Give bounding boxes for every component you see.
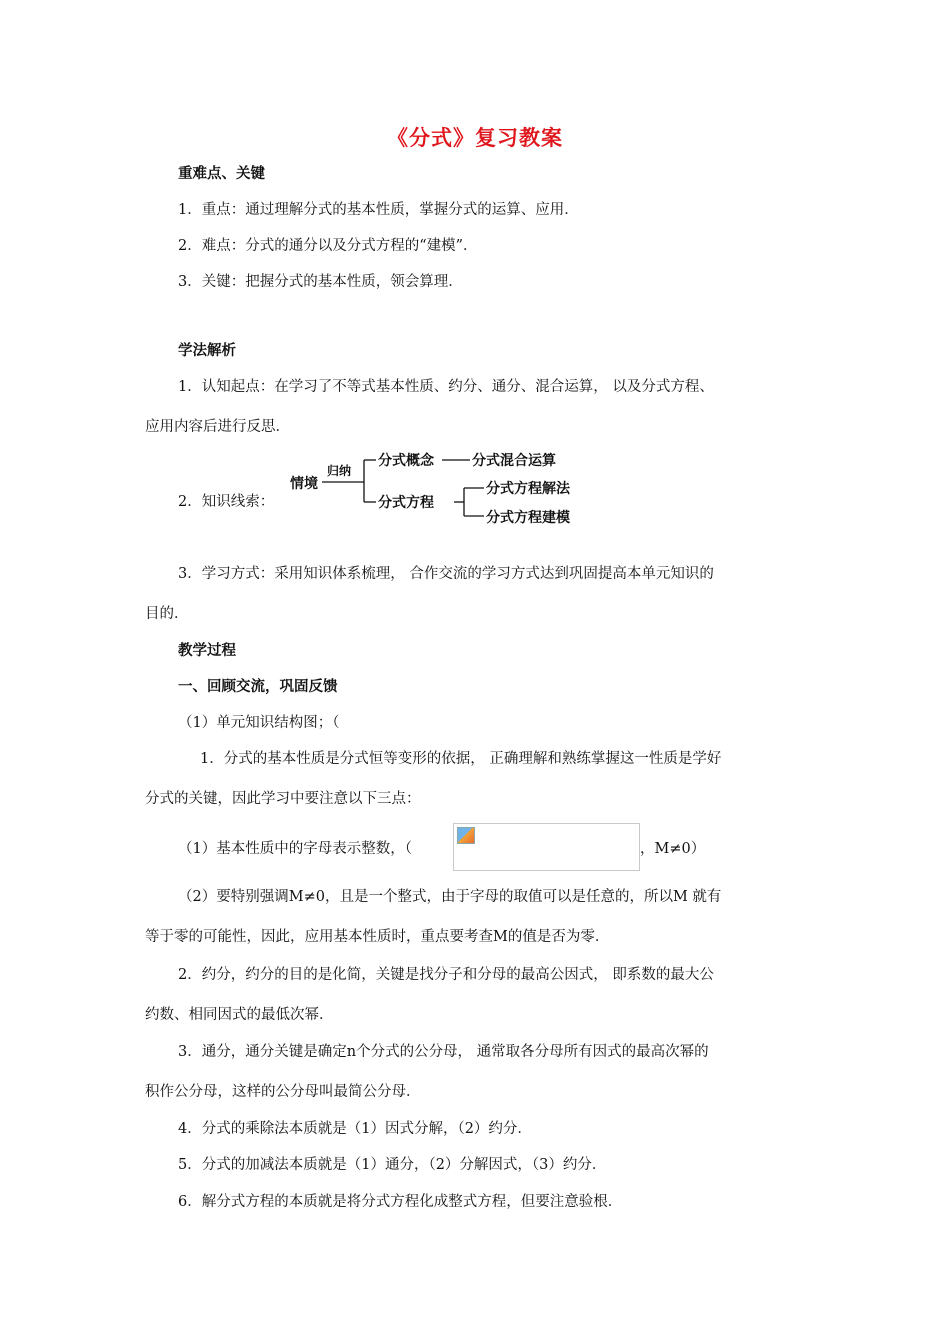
diagram-arrow-label: 归纳 [327, 464, 352, 478]
diagram-branch2-sub2: 分式方程建模 [486, 510, 570, 526]
method-item2-label: 2．知识线索： [178, 494, 275, 510]
knowledge-clue-diagram [278, 446, 598, 528]
p1-line1: 1．分式的基本性质是分式恒等变形的依据， 正确理解和熟练掌握这一性质是学好 [200, 751, 722, 767]
section-heading-method: 学法解析 [178, 342, 236, 359]
method-item1-line1: 1．认知起点：在学习了不等式基本性质、约分、通分、混合运算， 以及分式方程、 [178, 379, 714, 395]
diagram-branch2-sub1: 分式方程解法 [486, 481, 570, 497]
note1-suffix: ，M≠0） [640, 841, 706, 857]
method-item3-line2: 目的． [145, 606, 189, 622]
note2-line1: （2）要特别强调M≠0，且是一个整式，由于字母的取值可以是任意的，所以M 就有 [178, 889, 722, 905]
p2-line1: 2．约分，约分的目的是化简，关键是找分子和分母的最高公因式， 即系数的最大公 [178, 967, 714, 983]
process-subheading: 一、回顾交流，巩固反馈 [178, 678, 338, 695]
note1-prefix: （1）基本性质中的字母表示整数，（ [178, 841, 412, 857]
diagram-branch1-next: 分式混合运算 [472, 453, 556, 469]
diagram-branch1: 分式概念 [378, 453, 434, 469]
p6: 6．解分式方程的本质就是将分式方程化成整式方程，但要注意验根． [178, 1194, 623, 1210]
document-title: 《分式》复习教案 [387, 125, 563, 150]
p3-line1: 3．通分，通分关键是确定n个分式的公分母， 通常取各分母所有因式的最高次幂的 [178, 1044, 709, 1060]
key-point-3: 3．关键：把握分式的基本性质，领会算理． [178, 274, 463, 290]
key-point-1: 1．重点：通过理解分式的基本性质，掌握分式的运算、应用． [178, 202, 579, 218]
section-heading-key-points: 重难点、关键 [178, 165, 265, 182]
method-item3-line1: 3．学习方式：采用知识体系梳理， 合作交流的学习方式达到巩固提高本单元知识的 [178, 566, 714, 582]
section-heading-process: 教学过程 [178, 642, 236, 659]
broken-image-icon [457, 827, 475, 844]
p5: 5．分式的加减法本质就是（1）通分，（2）分解因式，（3）约分． [178, 1157, 607, 1173]
p2-line2: 约数、相同因式的最低次幂． [145, 1007, 334, 1023]
method-item1-line2: 应用内容后进行反思． [145, 419, 290, 435]
diagram-root: 情境 [290, 476, 318, 492]
formula-image-placeholder [453, 823, 640, 871]
p1-line2: 分式的关键，因此学习中要注意以下三点： [145, 791, 421, 807]
note2-line2: 等于零的可能性，因此，应用基本性质时，重点要考查M的值是否为零． [145, 929, 610, 945]
p3-line2: 积作公分母，这样的公分母叫最简公分母． [145, 1084, 421, 1100]
key-point-2: 2．难点：分式的通分以及分式方程的“建模”． [178, 238, 478, 254]
structure-label: （1）单元知识结构图；（ [178, 715, 340, 731]
p4: 4．分式的乘除法本质就是（1）因式分解，（2）约分． [178, 1121, 532, 1137]
diagram-branch2: 分式方程 [378, 495, 434, 511]
